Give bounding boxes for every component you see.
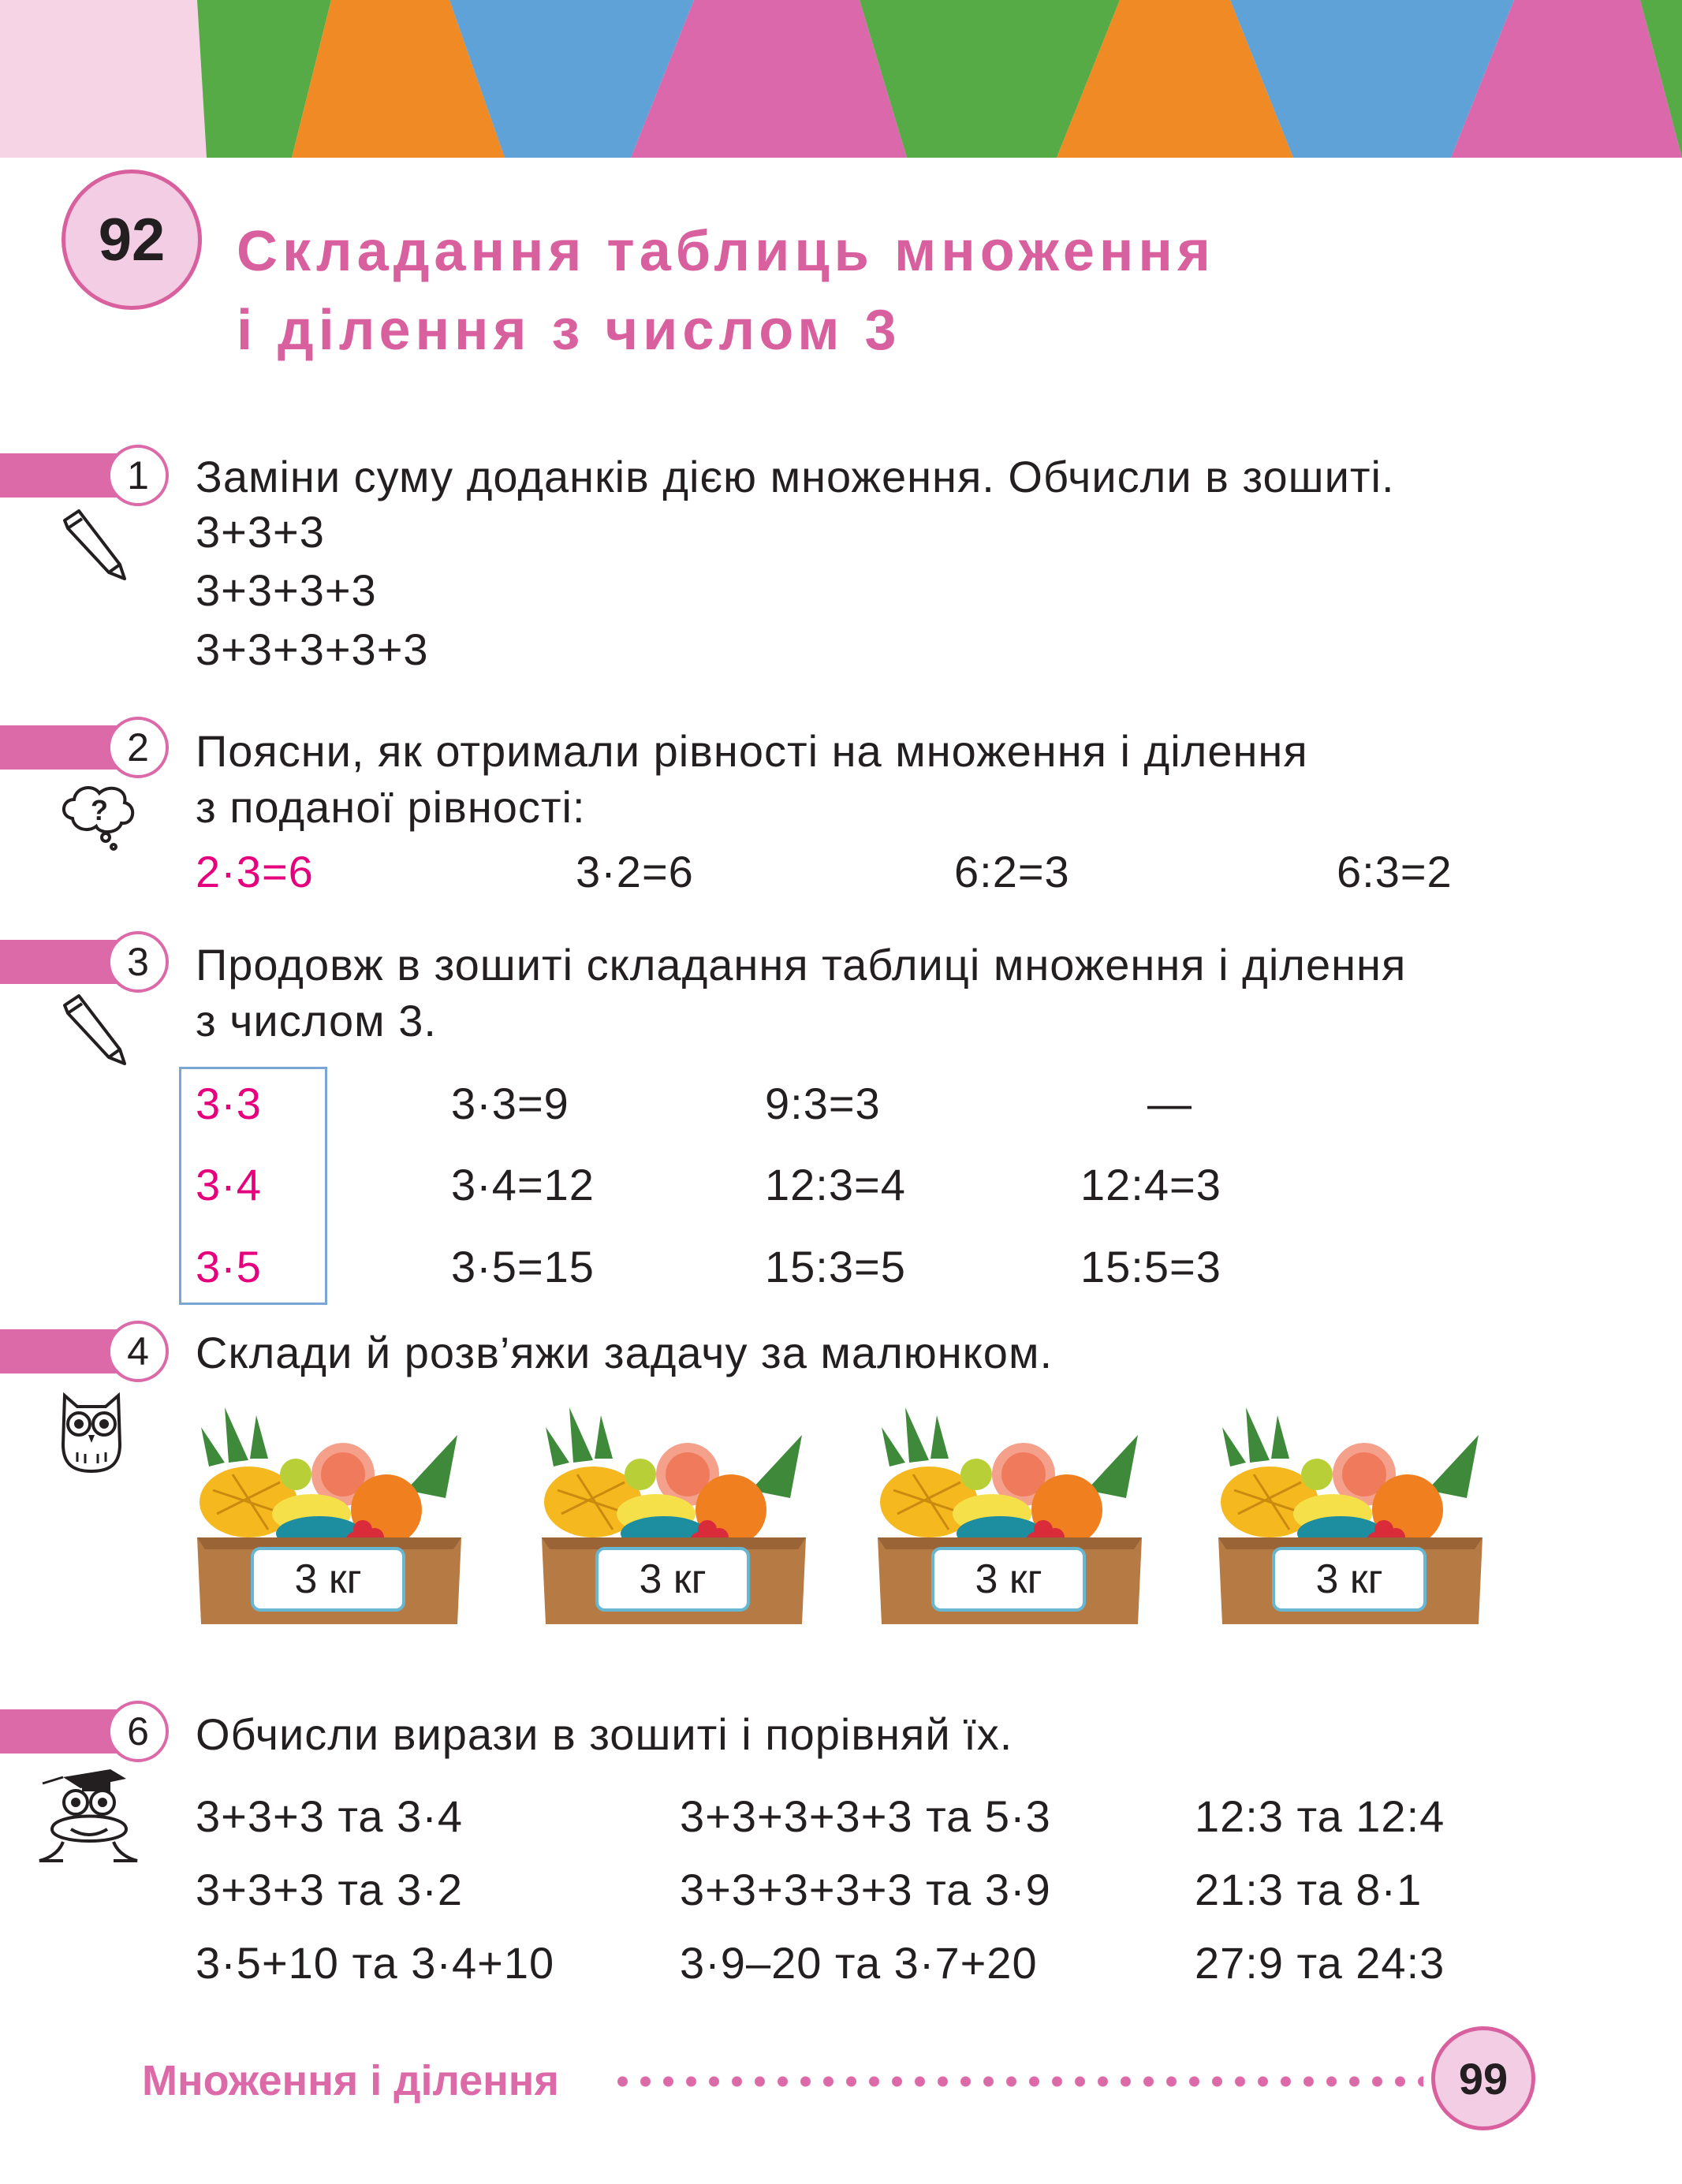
task-6-row-1-col-1: 3+3+3 та 3·4 [196,1791,464,1841]
basket-1-weight: 3 кг [251,1547,405,1612]
task-3-row-1-div2: — [1147,1079,1192,1128]
lesson-number-badge: 92 [62,170,202,310]
owl-icon [54,1389,129,1476]
lesson-title-line-2: і ділення з числом 3 [237,299,901,362]
task-2-number: 2 [107,717,169,778]
task-3-number: 3 [107,931,169,993]
task-6-row-1-col-3: 12:3 та 12:4 [1195,1791,1445,1841]
task-3-row-1-mult: 3·3=9 [451,1079,569,1128]
task-3-row-2-mult: 3·4=12 [451,1160,595,1209]
fruit-basket-1 [193,1403,477,1624]
fruit-basket-3 [874,1403,1158,1624]
lesson-title-line-1: Складання таблиць множення [237,220,1215,283]
header-banner [0,0,1682,189]
basket-3-weight: 3 кг [931,1547,1086,1612]
task-3-row-1-expr: 3·3 [196,1079,262,1128]
task-6-row-1-col-2: 3+3+3+3+3 та 5·3 [680,1791,1051,1841]
page-number: 99 [1431,2026,1535,2130]
svg-text:?: ? [91,794,108,826]
fruit-basket-4 [1214,1403,1498,1624]
task-6-row-2-col-2: 3+3+3+3+3 та 3·9 [680,1865,1051,1914]
task-6-row-3-col-2: 3·9–20 та 3·7+20 [680,1938,1038,1988]
task-1-line-3: 3+3+3+3+3 [196,624,429,674]
fruit-basket-2 [538,1403,822,1624]
task-4-text: Склади й розв’яжи задачу за малюнком. [196,1328,1053,1377]
pencil-icon [55,990,134,1068]
basket-2-weight: 3 кг [595,1547,750,1612]
task-2-equation-3: 6:2=3 [954,847,1070,896]
task-3-row-3-expr: 3·5 [196,1242,262,1291]
footer-dotted-line [611,2076,1423,2087]
frog-graduate-icon [32,1766,142,1869]
task-2-equation-4: 6:3=2 [1337,847,1453,896]
task-2-equation-given: 2·3=6 [196,847,314,896]
task-3-row-3-div1: 15:3=5 [765,1242,906,1291]
task-3-row-3-mult: 3·5=15 [451,1242,595,1291]
task-6-row-2-col-3: 21:3 та 8·1 [1195,1865,1423,1914]
task-1-line-1: 3+3+3 [196,507,325,557]
footer-section-title: Множення і ділення [142,2057,559,2104]
task-1-text: Заміни суму доданків дією множення. Обчисли в зошиті. [196,452,1395,501]
task-6-text: Обчисли вирази в зошиті і порівняй їх. [196,1709,1013,1759]
task-4-number: 4 [107,1321,169,1382]
task-3-row-2-div2: 12:4=3 [1080,1160,1221,1209]
basket-4-weight: 3 кг [1272,1547,1427,1612]
task-6-row-3-col-1: 3·5+10 та 3·4+10 [196,1938,555,1988]
thought-question-icon [57,781,144,852]
task-3-row-2-expr: 3·4 [196,1160,262,1209]
task-3-row-1-div1: 9:3=3 [765,1079,881,1128]
task-2-equation-2: 3·2=6 [576,847,694,896]
task-3-text-2: з числом 3. [196,996,437,1045]
task-6-row-3-col-3: 27:9 та 24:3 [1195,1938,1445,1988]
task-3-row-2-div1: 12:3=4 [765,1160,906,1209]
task-3-row-3-div2: 15:5=3 [1080,1242,1221,1291]
pencil-icon [55,505,134,583]
task-1-number: 1 [107,445,169,506]
task-6-number: 6 [107,1701,169,1762]
task-2-text-2: з поданої рівності: [196,782,586,832]
task-3-text-1: Продовж в зошиті складання таблиці множення і ділення [196,940,1407,990]
task-2-text-1: Поясни, як отримали рівності на множення і ділення [196,726,1308,776]
task-6-row-2-col-1: 3+3+3 та 3·2 [196,1865,464,1914]
task-1-line-2: 3+3+3+3 [196,565,377,615]
